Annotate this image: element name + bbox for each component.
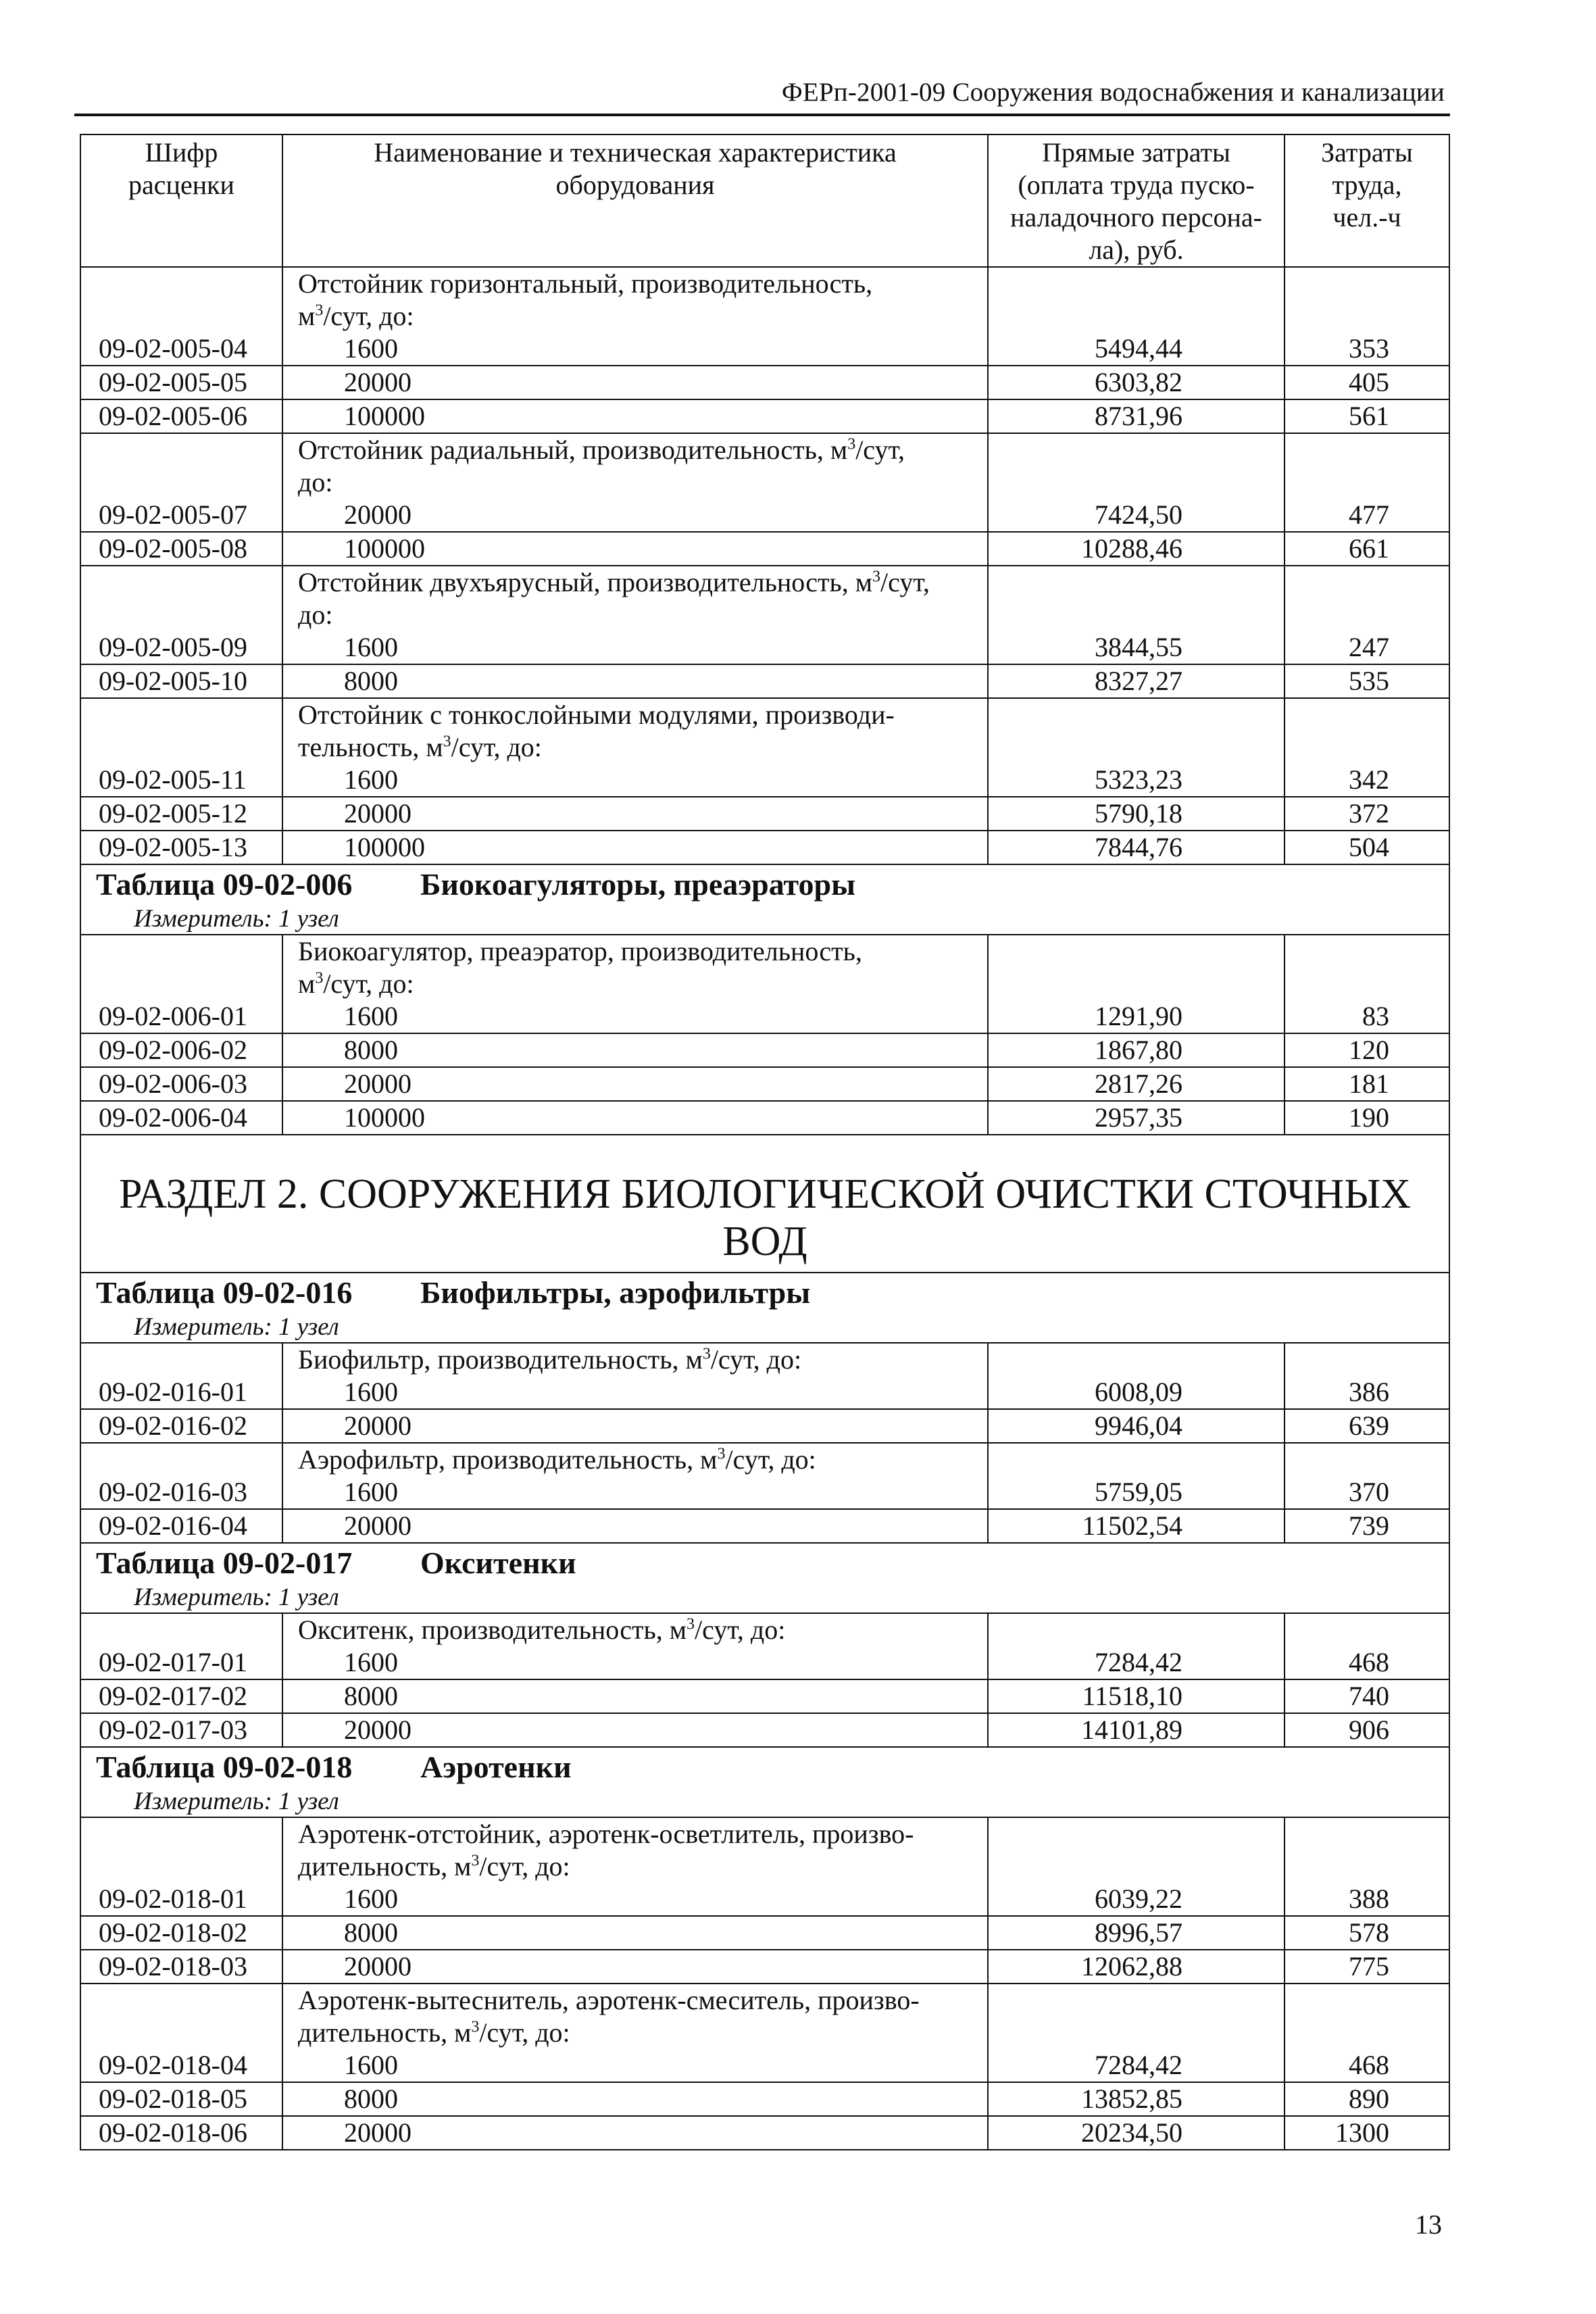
table-title-line bbox=[81, 865, 1449, 904]
superscript: 3 bbox=[847, 435, 856, 453]
cell-cost: 7284,42 bbox=[988, 1984, 1285, 2082]
table-row bbox=[80, 1101, 1449, 1135]
table-row bbox=[80, 532, 1449, 566]
table-row bbox=[80, 1033, 1449, 1067]
description-line: Биокоагулятор, преаэратор, производительность, bbox=[298, 936, 862, 966]
description-line: тельность, $м^3$/сут, до: bbox=[298, 732, 542, 762]
cell-cost: 14101,89 bbox=[988, 1713, 1285, 1747]
cell-cost: 10288,46 bbox=[988, 532, 1285, 566]
cell-labor: 468 bbox=[1285, 1984, 1449, 2082]
cell-cost: 6008,09 bbox=[988, 1343, 1285, 1409]
measure-row bbox=[80, 1312, 1449, 1343]
measure-row bbox=[80, 904, 1449, 935]
table-number: Таблица 09-02-016 bbox=[96, 1275, 353, 1310]
cell-code: 09-02-017-03 bbox=[80, 1713, 282, 1747]
cell-labor: 740 bbox=[1285, 1679, 1449, 1713]
description-line: дительность, $м^3$/сут, до: bbox=[298, 2017, 570, 2048]
header-line: (оплата труда пуско- bbox=[1018, 170, 1255, 200]
table-title-line bbox=[81, 1544, 1449, 1583]
cell-labor: 639 bbox=[1285, 1409, 1449, 1443]
cell-labor: 578 bbox=[1285, 1916, 1449, 1950]
superscript: 3 bbox=[687, 1615, 695, 1633]
superscript: 3 bbox=[717, 1445, 726, 1463]
cell-code: 09-02-018-04 bbox=[80, 1984, 282, 2082]
table-title-row bbox=[80, 1273, 1449, 1312]
cell-cost: 12062,88 bbox=[988, 1950, 1285, 1984]
cell-cost: 6039,22 bbox=[988, 1817, 1285, 1916]
cell-labor: 739 bbox=[1285, 1509, 1449, 1543]
cell-name bbox=[282, 433, 988, 532]
header-line: Наименование и техническая характеристика bbox=[374, 137, 897, 168]
cell-cost: 20234,50 bbox=[988, 2116, 1285, 2150]
cell-code: 09-02-018-01 bbox=[80, 1817, 282, 1916]
cell-cost: 8731,96 bbox=[988, 399, 1285, 433]
description-line: $м^3$/сут, до: bbox=[298, 968, 414, 999]
measure-unit bbox=[80, 1583, 1449, 1613]
cell-code: 09-02-005-04 bbox=[80, 267, 282, 366]
cell-code: 09-02-005-05 bbox=[80, 366, 282, 399]
table-row bbox=[80, 399, 1449, 433]
measure-unit bbox=[80, 1787, 1449, 1817]
price-table bbox=[80, 134, 1450, 2150]
cell-labor: 775 bbox=[1285, 1950, 1449, 1984]
superscript: 3 bbox=[315, 301, 324, 320]
table-header-row bbox=[80, 134, 1449, 267]
table-row bbox=[80, 1713, 1449, 1747]
description-line: Аэрофильтр, производительность, $м^3$/сут, до: bbox=[298, 1444, 816, 1475]
table-row bbox=[80, 831, 1449, 864]
table-name: Биофильтры, аэрофильтры bbox=[420, 1275, 811, 1310]
header-line: Прямые затраты bbox=[1042, 137, 1230, 168]
cell-labor: 1300 bbox=[1285, 2116, 1449, 2150]
cell-name: 8000 bbox=[282, 1679, 988, 1713]
cell-labor: 353 bbox=[1285, 267, 1449, 366]
capacity-value: 1600 bbox=[344, 2050, 398, 2080]
cell-labor: 388 bbox=[1285, 1817, 1449, 1916]
cell-cost: 7284,42 bbox=[988, 1613, 1285, 1679]
cell-code: 09-02-005-08 bbox=[80, 532, 282, 566]
cell-name: 8000 bbox=[282, 1916, 988, 1950]
capacity-value: 1600 bbox=[344, 1477, 398, 1507]
table-row bbox=[80, 1443, 1449, 1509]
table-row bbox=[80, 366, 1449, 399]
table-row bbox=[80, 698, 1449, 797]
table-title bbox=[80, 1747, 1449, 1787]
cell-name: 100000 bbox=[282, 1101, 988, 1135]
measure-row bbox=[80, 1787, 1449, 1817]
description-line: Окситенк, производительность, $м^3$/сут, до: bbox=[298, 1615, 786, 1645]
measure-label: Измеритель: bbox=[134, 1313, 279, 1341]
table-title-line bbox=[81, 1273, 1449, 1312]
table-name: Аэротенки bbox=[420, 1750, 572, 1784]
measure-value: 1 узел bbox=[278, 1788, 339, 1815]
superscript: 3 bbox=[315, 969, 324, 987]
page-number: 13 bbox=[1415, 2209, 1442, 2240]
cell-cost: 5494,44 bbox=[988, 267, 1285, 366]
cell-cost: 8996,57 bbox=[988, 1916, 1285, 1950]
cell-code: 09-02-005-06 bbox=[80, 399, 282, 433]
cell-name: 20000 bbox=[282, 797, 988, 831]
table-number: Таблица 09-02-018 bbox=[96, 1750, 353, 1784]
cell-name bbox=[282, 1984, 988, 2082]
cell-labor: 661 bbox=[1285, 532, 1449, 566]
cell-labor: 386 bbox=[1285, 1343, 1449, 1409]
cell-code: 09-02-006-03 bbox=[80, 1067, 282, 1101]
cell-cost: 5790,18 bbox=[988, 797, 1285, 831]
header-line: Затраты bbox=[1321, 137, 1413, 168]
cell-name bbox=[282, 566, 988, 664]
table-title bbox=[80, 864, 1449, 904]
table-name: Биокоагуляторы, преаэраторы bbox=[420, 867, 855, 902]
cell-code: 09-02-005-09 bbox=[80, 566, 282, 664]
description-line: Аэротенк-вытеснитель, аэротенк-смеситель, произво- bbox=[298, 1985, 920, 2015]
measure-label: Измеритель: bbox=[134, 1788, 279, 1815]
table-row bbox=[80, 1817, 1449, 1916]
table-title-line bbox=[81, 1748, 1449, 1787]
cell-labor: 561 bbox=[1285, 399, 1449, 433]
cell-cost: 5759,05 bbox=[988, 1443, 1285, 1509]
column-header-name bbox=[282, 134, 988, 267]
capacity-value: 20000 bbox=[344, 499, 412, 530]
cell-cost: 5323,23 bbox=[988, 698, 1285, 797]
description-line: Аэротенк-отстойник, аэротенк-осветлитель, произво- bbox=[298, 1819, 914, 1849]
superscript: 3 bbox=[471, 1852, 480, 1870]
header-line: наладочного персона- bbox=[1010, 202, 1262, 232]
cell-labor: 342 bbox=[1285, 698, 1449, 797]
column-header-code bbox=[80, 134, 282, 267]
cell-code: 09-02-006-02 bbox=[80, 1033, 282, 1067]
header-line: расценки bbox=[128, 170, 234, 200]
cell-labor: 83 bbox=[1285, 935, 1449, 1033]
cell-code: 09-02-005-07 bbox=[80, 433, 282, 532]
measure-unit bbox=[80, 904, 1449, 935]
cell-labor: 372 bbox=[1285, 797, 1449, 831]
table-title-row bbox=[80, 1747, 1449, 1787]
capacity-value: 1600 bbox=[344, 764, 398, 795]
cell-code: 09-02-006-01 bbox=[80, 935, 282, 1033]
header-line: ла), руб. bbox=[1089, 235, 1184, 265]
cell-name: 20000 bbox=[282, 1509, 988, 1543]
cell-code: 09-02-005-11 bbox=[80, 698, 282, 797]
cell-name bbox=[282, 1817, 988, 1916]
table-title-row bbox=[80, 864, 1449, 904]
cell-name: 100000 bbox=[282, 532, 988, 566]
cell-name: 20000 bbox=[282, 1067, 988, 1101]
cell-cost: 1867,80 bbox=[988, 1033, 1285, 1067]
measure-unit bbox=[80, 1312, 1449, 1343]
cell-name: 8000 bbox=[282, 664, 988, 698]
capacity-value: 1600 bbox=[344, 333, 398, 364]
cell-name: 20000 bbox=[282, 1713, 988, 1747]
header-line: труда, bbox=[1332, 170, 1402, 200]
cell-labor: 247 bbox=[1285, 566, 1449, 664]
cell-code: 09-02-016-01 bbox=[80, 1343, 282, 1409]
cell-code: 09-02-016-03 bbox=[80, 1443, 282, 1509]
cell-labor: 477 bbox=[1285, 433, 1449, 532]
cell-labor: 468 bbox=[1285, 1613, 1449, 1679]
cell-code: 09-02-018-05 bbox=[80, 2082, 282, 2116]
table-row bbox=[80, 566, 1449, 664]
measure-value: 1 узел bbox=[278, 1313, 339, 1341]
cell-labor: 890 bbox=[1285, 2082, 1449, 2116]
cell-cost: 8327,27 bbox=[988, 664, 1285, 698]
cell-labor: 535 bbox=[1285, 664, 1449, 698]
description-line: Биофильтр, производительность, $м^3$/сут, до: bbox=[298, 1344, 802, 1375]
section-heading: РАЗДЕЛ 2. СООРУЖЕНИЯ БИОЛОГИЧЕСКОЙ ОЧИСТКИ СТОЧНЫХ ВОД bbox=[80, 1135, 1449, 1273]
measure-row bbox=[80, 1583, 1449, 1613]
table-row bbox=[80, 1509, 1449, 1543]
cell-code: 09-02-005-10 bbox=[80, 664, 282, 698]
cell-name bbox=[282, 267, 988, 366]
cell-labor: 181 bbox=[1285, 1067, 1449, 1101]
description-line: Отстойник горизонтальный, производительность, bbox=[298, 268, 873, 299]
section-heading-row bbox=[80, 1135, 1449, 1273]
table-row bbox=[80, 433, 1449, 532]
table-row bbox=[80, 797, 1449, 831]
cell-name: 100000 bbox=[282, 831, 988, 864]
measure-value: 1 узел bbox=[278, 1583, 339, 1611]
superscript: 3 bbox=[443, 733, 451, 751]
header-line: Шифр bbox=[145, 137, 218, 168]
cell-name: 20000 bbox=[282, 1409, 988, 1443]
cell-code: 09-02-016-02 bbox=[80, 1409, 282, 1443]
capacity-value: 1600 bbox=[344, 1377, 398, 1407]
cell-code: 09-02-018-06 bbox=[80, 2116, 282, 2150]
table-number: Таблица 09-02-017 bbox=[96, 1546, 353, 1580]
table-row bbox=[80, 1343, 1449, 1409]
table-title bbox=[80, 1543, 1449, 1583]
superscript: 3 bbox=[471, 2018, 480, 2036]
cell-name: 20000 bbox=[282, 1950, 988, 1984]
cell-name: 20000 bbox=[282, 366, 988, 399]
cell-cost: 11518,10 bbox=[988, 1679, 1285, 1713]
header-line: оборудования bbox=[555, 170, 715, 200]
cell-labor: 120 bbox=[1285, 1033, 1449, 1067]
cell-code: 09-02-018-03 bbox=[80, 1950, 282, 1984]
table-row bbox=[80, 664, 1449, 698]
description-line: Отстойник с тонкослойными модулями, производи- bbox=[298, 699, 895, 730]
cell-name bbox=[282, 1343, 988, 1409]
cell-cost: 13852,85 bbox=[988, 2082, 1285, 2116]
cell-cost: 7424,50 bbox=[988, 433, 1285, 532]
description-line: до: bbox=[298, 599, 333, 630]
superscript: 3 bbox=[872, 568, 881, 586]
capacity-value: 1600 bbox=[344, 1001, 398, 1031]
cell-name bbox=[282, 935, 988, 1033]
table-title bbox=[80, 1273, 1449, 1312]
description-line: Отстойник радиальный, производительность, $м^3$/сут, bbox=[298, 435, 905, 465]
table-row bbox=[80, 267, 1449, 366]
cell-labor: 906 bbox=[1285, 1713, 1449, 1747]
table-row bbox=[80, 1916, 1449, 1950]
cell-code: 09-02-018-02 bbox=[80, 1916, 282, 1950]
capacity-value: 1600 bbox=[344, 632, 398, 662]
cell-labor: 190 bbox=[1285, 1101, 1449, 1135]
cell-cost: 11502,54 bbox=[988, 1509, 1285, 1543]
cell-labor: 405 bbox=[1285, 366, 1449, 399]
table-row bbox=[80, 935, 1449, 1033]
description-line: Отстойник двухъярусный, производительность, $м^3$/сут, bbox=[298, 567, 930, 597]
table-row bbox=[80, 2082, 1449, 2116]
column-header-labor bbox=[1285, 134, 1449, 267]
table-row bbox=[80, 2116, 1449, 2150]
cell-labor: 504 bbox=[1285, 831, 1449, 864]
cell-name: 100000 bbox=[282, 399, 988, 433]
table-row bbox=[80, 1950, 1449, 1984]
cell-cost: 1291,90 bbox=[988, 935, 1285, 1033]
measure-label: Измеритель: bbox=[134, 905, 279, 933]
table-row bbox=[80, 1984, 1449, 2082]
description-line: дительность, $м^3$/сут, до: bbox=[298, 1851, 570, 1881]
cell-name bbox=[282, 698, 988, 797]
cell-cost: 7844,76 bbox=[988, 831, 1285, 864]
running-header-title: ФЕРп-2001-09 Сооружения водоснабжения и канализации bbox=[781, 78, 1445, 107]
table-row bbox=[80, 1067, 1449, 1101]
table-title-row bbox=[80, 1543, 1449, 1583]
running-header bbox=[74, 73, 1450, 116]
cell-cost: 3844,55 bbox=[988, 566, 1285, 664]
cell-cost: 2817,26 bbox=[988, 1067, 1285, 1101]
column-header-cost bbox=[988, 134, 1285, 267]
cell-name: 8000 bbox=[282, 2082, 988, 2116]
table-number: Таблица 09-02-006 bbox=[96, 867, 353, 902]
cell-name bbox=[282, 1443, 988, 1509]
description-line: до: bbox=[298, 467, 333, 497]
cell-code: 09-02-006-04 bbox=[80, 1101, 282, 1135]
cell-code: 09-02-017-02 bbox=[80, 1679, 282, 1713]
measure-label: Измеритель: bbox=[134, 1583, 279, 1611]
table-name: Окситенки bbox=[420, 1546, 576, 1580]
cell-name bbox=[282, 1613, 988, 1679]
superscript: 3 bbox=[702, 1345, 711, 1363]
header-line: чел.-ч bbox=[1332, 202, 1401, 232]
capacity-value: 1600 bbox=[344, 1884, 398, 1914]
table-row bbox=[80, 1409, 1449, 1443]
table-row bbox=[80, 1613, 1449, 1679]
cell-cost: 6303,82 bbox=[988, 366, 1285, 399]
measure-value: 1 узел bbox=[278, 905, 339, 933]
cell-name: 8000 bbox=[282, 1033, 988, 1067]
cell-name: 20000 bbox=[282, 2116, 988, 2150]
cell-code: 09-02-017-01 bbox=[80, 1613, 282, 1679]
cell-code: 09-02-005-12 bbox=[80, 797, 282, 831]
description-line: $м^3$/сут, до: bbox=[298, 301, 414, 331]
cell-code: 09-02-005-13 bbox=[80, 831, 282, 864]
cell-cost: 9946,04 bbox=[988, 1409, 1285, 1443]
table-row bbox=[80, 1679, 1449, 1713]
cell-code: 09-02-016-04 bbox=[80, 1509, 282, 1543]
capacity-value: 1600 bbox=[344, 1647, 398, 1677]
cell-labor: 370 bbox=[1285, 1443, 1449, 1509]
cell-cost: 2957,35 bbox=[988, 1101, 1285, 1135]
